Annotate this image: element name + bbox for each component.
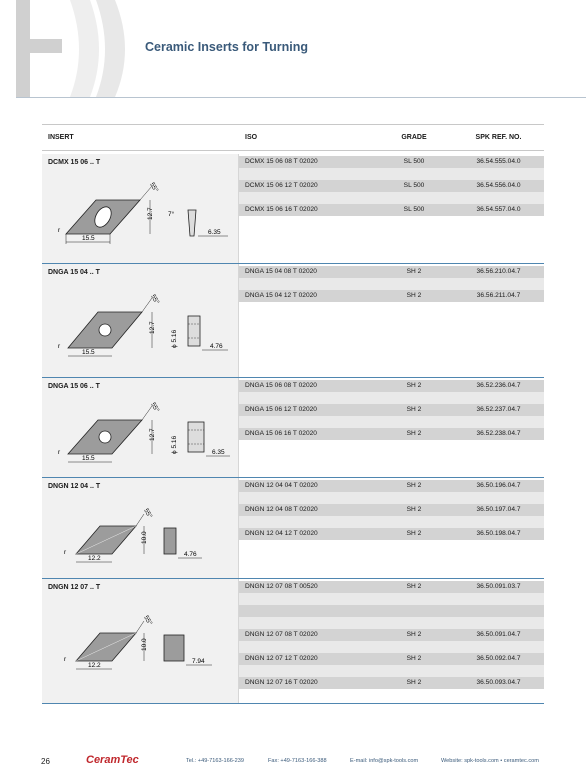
svg-text:r: r (58, 449, 61, 456)
thickness-dim: 6.35 (212, 449, 225, 456)
insert-name: DNGA 15 06 .. T (48, 383, 100, 390)
insert-table (42, 124, 544, 686)
table-row: DNGN 12 07 08 T 02020 SH 2 36.50.091.04.7 (239, 629, 544, 641)
angle-dim: 55° (149, 293, 161, 306)
length-dim: 12.2 (88, 662, 101, 669)
side-angle-dim: 7° (168, 211, 175, 218)
height-dim: 10.0 (141, 638, 148, 651)
insert-drawing (48, 172, 233, 260)
length-dim: 15.5 (82, 235, 95, 242)
height-dim: 12.7 (147, 207, 154, 220)
table-header (42, 124, 544, 151)
insert-cell (42, 478, 239, 578)
length-dim: 15.5 (82, 349, 95, 356)
angle-dim: 55° (142, 614, 154, 627)
table-row: DNGA 15 04 08 T 02020 SH 2 36.56.210.04.7 (239, 266, 544, 278)
table-row: DNGN 12 07 16 T 02020 SH 2 36.50.093.04.7 (239, 677, 544, 689)
insert-name: DNGN 12 04 .. T (48, 483, 101, 490)
table-row: DNGN 12 04 08 T 02020 SH 2 36.50.197.04.7 (239, 504, 544, 516)
insert-group-dngn-1204 (42, 478, 544, 579)
insert-name: DNGA 15 04 .. T (48, 269, 100, 276)
insert-name: DNGN 12 07 .. T (48, 584, 101, 591)
table-spacer (239, 605, 544, 617)
page-title: Ceramic Inserts for Turning (145, 40, 308, 54)
length-dim: 15.5 (82, 455, 95, 462)
insert-drawing (48, 396, 233, 476)
table-spacer (239, 392, 544, 404)
footer-website[interactable]: Website: spk-tools.com • ceramtec.com (441, 758, 539, 764)
svg-text:r: r (64, 656, 67, 663)
table-row: DNGN 12 07 08 T 00520 SH 2 36.50.091.03.7 (239, 581, 544, 593)
insert-drawing (48, 496, 233, 576)
angle-dim: 55° (148, 181, 160, 194)
thickness-dim: 7.94 (192, 658, 205, 665)
insert-group-dnga-1504 (42, 264, 544, 378)
insert-drawing (48, 597, 233, 687)
table-spacer (239, 278, 544, 290)
height-dim: 10.0 (141, 531, 148, 544)
insert-cell (42, 378, 239, 477)
svg-text:r: r (58, 343, 61, 350)
angle-dim: 55° (149, 401, 161, 414)
table-spacer (239, 192, 544, 204)
table-spacer (239, 665, 544, 677)
page-number: 26 (41, 757, 50, 766)
table-spacer (239, 492, 544, 504)
insert-cell (42, 154, 239, 263)
table-row: DNGA 15 04 12 T 02020 SH 2 36.56.211.04.7 (239, 290, 544, 302)
insert-group-dngn-1207 (42, 579, 544, 704)
footer-email[interactable]: E-mail: info@spk-tools.com (350, 758, 419, 764)
radius-mark: r (58, 227, 61, 234)
hole-dim: ϕ 5.16 (171, 435, 178, 454)
svg-text:r: r (64, 549, 67, 556)
insert-cell (42, 579, 239, 703)
page-footer (0, 752, 586, 768)
table-spacer (239, 168, 544, 180)
table-row: DNGA 15 06 16 T 02020 SH 2 36.52.238.04.7 (239, 428, 544, 440)
table-row: DCMX 15 06 08 T 02020 SL 500 36.54.555.04.0 (239, 156, 544, 168)
table-row: DNGN 12 04 12 T 02020 SH 2 36.50.198.04.7 (239, 528, 544, 540)
table-spacer (239, 617, 544, 629)
table-spacer (239, 416, 544, 428)
col-insert-header: INSERT (48, 134, 74, 141)
col-grade-header: GRADE (401, 134, 427, 141)
table-spacer (239, 516, 544, 528)
thickness-dim: 4.76 (184, 551, 197, 558)
insert-group-dcmx-1506 (42, 154, 544, 264)
thickness-dim: 4.76 (210, 343, 223, 350)
header-rule (16, 97, 586, 98)
hole-dim: ϕ 5.16 (171, 329, 178, 348)
angle-dim: 55° (142, 507, 154, 520)
thickness-dim: 6.35 (208, 229, 221, 236)
height-dim: 12.7 (149, 321, 156, 334)
brand-logo: CeramTec (86, 754, 139, 766)
table-row: DNGA 15 06 08 T 02020 SH 2 36.52.236.04.7 (239, 380, 544, 392)
table-row: DNGN 12 07 12 T 02020 SH 2 36.50.092.04.7 (239, 653, 544, 665)
insert-drawing (48, 282, 233, 374)
footer-tel: Tel.: +49-7163-166-239 (186, 758, 244, 764)
table-row: DNGA 15 06 12 T 02020 SH 2 36.52.237.04.7 (239, 404, 544, 416)
insert-cell (42, 264, 239, 377)
footer-fax: Fax: +49-7163-166-388 (268, 758, 327, 764)
table-row: DCMX 15 06 16 T 02020 SL 500 36.54.557.04.0 (239, 204, 544, 216)
insert-name: DCMX 15 06 .. T (48, 159, 101, 166)
length-dim: 12.2 (88, 555, 101, 562)
col-ref-header: SPK REF. NO. (475, 134, 522, 141)
table-row: DCMX 15 06 12 T 02020 SL 500 36.54.556.04.0 (239, 180, 544, 192)
col-iso-header: ISO (245, 134, 258, 141)
table-spacer (239, 641, 544, 653)
height-dim: 12.7 (149, 428, 156, 441)
header-logo-graphic (0, 0, 130, 97)
table-spacer (239, 593, 544, 605)
table-row: DNGN 12 04 04 T 02020 SH 2 36.50.196.04.7 (239, 480, 544, 492)
insert-group-dnga-1506 (42, 378, 544, 478)
